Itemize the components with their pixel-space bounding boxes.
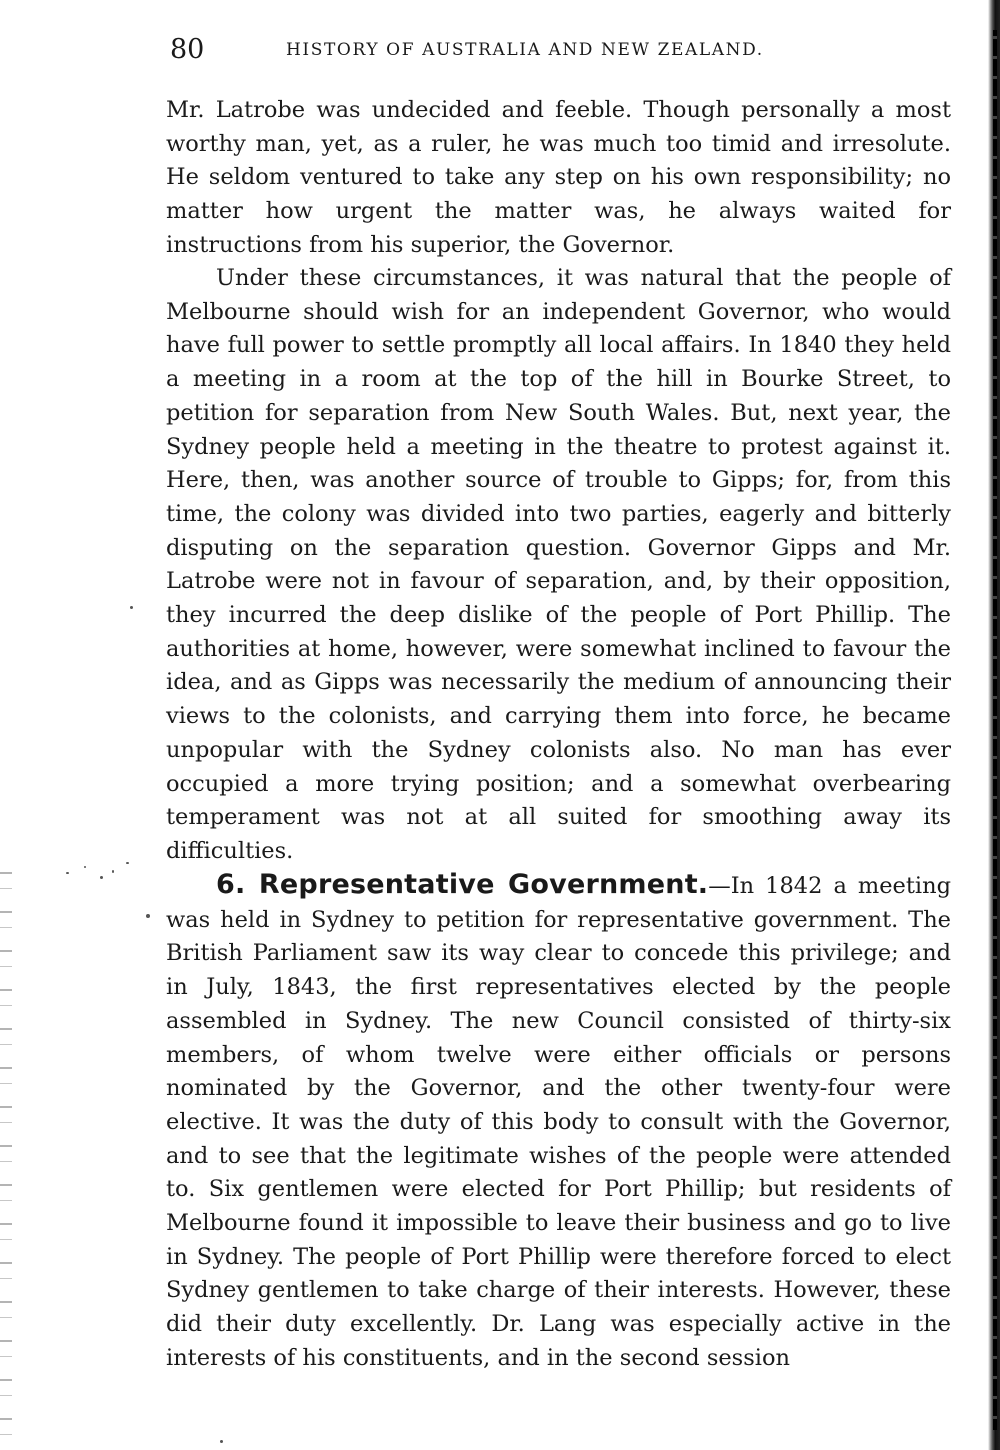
page-number: 80: [170, 34, 205, 65]
section-heading: 6. Representative Government.: [216, 869, 709, 900]
scan-edge-shadow: [988, 0, 1000, 1450]
scan-speck: [220, 1440, 223, 1443]
scan-speck: [112, 870, 114, 873]
paragraph-latrobe: Mr. Latrobe was undecided and feeble. Though personally a most worthy man, yet, as a ruler, he was much too timid and irresolute. He seldom ventured to take any step on his own responsibility; no matter how urgent the matter was, he always waited for instructions from his superior, the Governor.: [166, 97, 951, 258]
paragraph-separation: Under these circumstances, it was natural that the people of Melbourne should wish for an independent Governor, who would have full power to settle promptly all local affairs. In 1840 they held a meeting in a room at the top of the hill in Bourke Street, to petition for separation from New South Wales. But, next year, the Sydney people held a meeting in the theatre to protest against it. Here, then, was another source of trouble to Gipps; for, from this time, the colony was divided into two parties, eagerly and bitterly disputing on the separation question. Governor Gipps and Mr. Latrobe were not in favour of separation, and, by their opposition, they incurred the deep dislike of the people of Port Phillip. The authorities at home, however, were somewhat inclined to favour the idea, and as Gipps was necessarily the medium of announcing their views to the colonists, and carrying them into force, he became unpopular with the Sydney colonists also. No man has ever occupied a more trying position; and a somewhat overbearing temperament was not at all suited for smoothing away its difficulties.: [166, 265, 951, 864]
paragraph-representative-government: [166, 868, 951, 1376]
scan-speck: [66, 872, 69, 874]
scan-speck: [146, 914, 150, 918]
scan-edge-texture: [993, 30, 997, 1430]
page-header: [170, 34, 960, 70]
scan-speck: [84, 866, 86, 868]
scan-speck: [100, 876, 103, 879]
scan-speck: [130, 606, 133, 609]
scan-speck: [126, 862, 129, 864]
scan-left-margin-noise: [0, 850, 12, 1440]
running-title: HISTORY OF AUSTRALIA AND NEW ZEALAND.: [286, 40, 764, 60]
section-body: —In 1842 a meeting was held in Sydney to petition for representative government. The British Parliament saw its way clear to concede this privilege; and in July, 1843, the first representatives elected by the people assembled in Sydney. The new Council consisted of thirty-six members, of whom twelve were either officials or persons nominated by the Governor, and the other twenty-four were elective. It was the duty of this body to consult with the Governor, and to see that the legitimate wishes of the people were attended to. Six gentlemen were elected for Port Phillip; but residents of Melbourne found it impossible to leave their business and go to live in Sydney. The people of Port Phillip were therefore forced to elect Sydney gentlemen to take charge of their interests. However, these did their duty excellently. Dr. Lang was especially active in the interests of his constituents, and in the second session: [166, 873, 952, 1371]
